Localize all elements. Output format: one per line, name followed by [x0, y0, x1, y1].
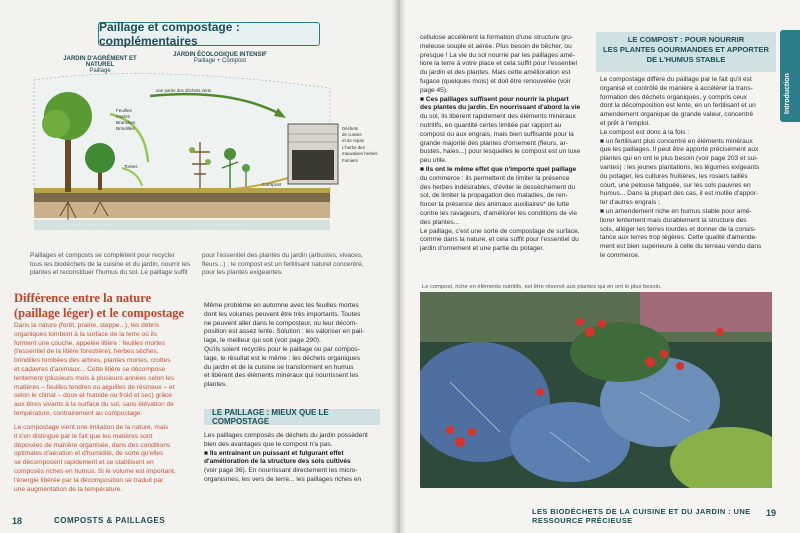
subsoil-layer [34, 202, 330, 218]
running-head-left: COMPOSTS & PAILLAGES [54, 516, 166, 525]
ground-label-left: PLANTES PEU EXIGEANTES [50, 223, 113, 228]
bush-canopy [85, 143, 115, 173]
bin-label-4: L'herbe des [342, 145, 365, 150]
heading-line-1: Différence entre la nature [14, 291, 152, 305]
text-line: du potager, les cultures fruitières, les rosiers taillés [600, 172, 748, 180]
label-mortes: mortes [116, 114, 131, 119]
text-line: Le compostage vient une imitation de la nature, mais [14, 424, 169, 431]
compost-heading-line: LES PLANTES GOURMANDES ET APPORTER [603, 45, 769, 54]
label-tontes: Tontes [124, 164, 138, 169]
text-line: compost ou aux engrais, mais bien suffisante pour la [420, 130, 574, 138]
text-line: sol, de limiter la propagation des maladies, de ren- [420, 192, 568, 200]
running-head-right: LES BIODÉCHETS DE LA CUISINE ET DU JARDIN : UNE RESSOURCE PRÉCIEUSE [532, 507, 751, 525]
text-line: que les paillages. Il peut être apporté précisément aux [600, 146, 759, 154]
bin-label-3: et de repas [342, 138, 364, 143]
soil-layer [34, 192, 330, 202]
text-line: liore la terre à votre place et cela suffit pour l'essentiel [420, 60, 577, 68]
mulch-layer [34, 188, 330, 193]
text-line: déposées de manière organisée, dans des conditions [14, 441, 171, 449]
text-line: organisé et contrôlé de manière à accélérer la trans- [600, 84, 753, 92]
text-line: ■ un fertilisant plus concentré en éléments minéraux [600, 137, 753, 145]
book-gutter [392, 0, 406, 533]
text-line: tance aux terres trop légères. Cette qualité d'amende- [600, 234, 758, 242]
text-line: sols, alléger les terres lourdes et donner de la consis- [600, 225, 757, 233]
nature-paragraph [14, 322, 194, 419]
col-right-sub: Paillage + Compost [193, 58, 247, 64]
text-line: meleuse souple et aérée. Plus besoin de bêcher, ou [420, 42, 572, 50]
text-line: il s'en distingue par le fait que les matières sont [14, 432, 153, 440]
text-line: Dans la nature (forêt, prairie, steppe...), les débris [14, 322, 160, 329]
text-line: Même problème en automne avec les feuilles mortes [204, 302, 359, 309]
text-line: comme dans la nature, et cela suffit pour l'essentiel du [420, 236, 579, 244]
text-line: du commerce : ils permettent de limiter la présence [420, 174, 570, 182]
text-line: d'amélioration de la structure des sols cultivés [204, 458, 351, 466]
text-line: le commerce. [600, 251, 640, 259]
text-line: lentement (plusieurs mois à plusieurs années selon les [14, 374, 175, 382]
text-line: liorer lentement mais durablement la structure des [600, 216, 747, 224]
small-plant-leaves [242, 164, 250, 172]
text-line: se décomposent rapidement et se stabilisent en [14, 459, 154, 467]
compost-heading-line: LE COMPOST : POUR NOURRIR [627, 35, 745, 44]
text-line: ■ un amendement riche en humus stable pour amé- [600, 207, 752, 215]
text-line: fugace (quelques mois) et doit être renouvelée (voir [420, 77, 571, 85]
text-line: et cadavres d'animaux... Cette litière se décompose [14, 365, 166, 373]
caption-line: tous les biodéchets de la cuisine et du jardin, nourrir les [30, 260, 191, 268]
text-line: tage, le résultat est le même : les déchets organiques [204, 354, 361, 362]
paillage-banner: LE PAILLAGE : MIEUX QUE LE COMPOSTAGE [204, 409, 380, 425]
text-line: du jardin et de la cuisine se transforment en humus [204, 363, 354, 371]
page-number-right: 19 [766, 508, 777, 518]
text-line: page 45). [420, 86, 448, 94]
text-line: contre les ravageurs, d'améliorer les conditions de vie [420, 209, 578, 217]
text-line: plantes. [204, 381, 228, 389]
ground-label-band [34, 220, 330, 230]
compost-heading-box [596, 32, 776, 72]
photo-pink-area [640, 292, 772, 332]
section-tab[interactable] [780, 30, 800, 122]
tree-trunk [65, 132, 71, 192]
text-line: vantes) : les jeunes plantations, les légumes exigeants [600, 163, 760, 171]
text-line: nutritifs, en quantité certes limitée par rapport au [420, 121, 562, 129]
label-feuilles: Feuilles [116, 108, 132, 113]
text-line: et libèrent des éléments minéraux qui nourrissent les [204, 372, 359, 380]
text-line: plantes qui en ont le plus besoin (voir page 203 et sui- [600, 155, 758, 163]
text-line: (voir page 36). En nourrissant directement les micro- [204, 467, 358, 475]
text-line: organismes, les vers de terre... les paillages riches en [204, 475, 362, 483]
box-title: Paillage et compostage : complémentaires [98, 22, 320, 46]
text-line: forcer la présence des animaux auxiliaires* de lutte [420, 201, 570, 209]
label-arrow: une partie des déchets verts [156, 88, 212, 93]
text-line: matières – feuilles tendres ou aiguilles de résineux – et [14, 383, 175, 391]
page-number-left: 18 [12, 516, 23, 526]
text-line: cellulose accélèrent la formation d'une structure gru- [420, 34, 573, 41]
text-line: forment une couche, appelée litière : feuilles mortes [14, 339, 166, 347]
leaf-1 [189, 147, 195, 153]
caption-line: Paillages et composts se complètent pour recycler [30, 252, 175, 259]
caption-line: fleurs...) ; le compost est un fertilisant naturel concentré, [202, 260, 364, 268]
foliage-dark [570, 322, 670, 382]
text-line: température, contrairement au compostage. [14, 409, 143, 417]
diagram-caption-right [202, 252, 382, 278]
label-compost: Compost [262, 183, 282, 188]
section-heading [14, 291, 194, 321]
text-line: position est assez lente. Solution : les valoriser en pail- [204, 328, 365, 336]
garden-photo [420, 292, 772, 488]
text-line: bien des avantages que le compost n'a pas. [204, 440, 333, 448]
heading-line-2: (paillage léger) et le compostage [14, 306, 185, 320]
diagram-caption-left [30, 252, 192, 278]
text-line: ■ Ils entraînent un puissant et fulgurant effet [204, 449, 344, 457]
section-tab-label: Introduction [784, 73, 791, 114]
text-line: optimales d'aération et d'humidité, de sorte qu'elles [14, 450, 164, 458]
bin-label-1: Déchets [342, 126, 359, 131]
text-line: humus... Dans la plupart des cas, il est inutile d'appor- [600, 190, 759, 198]
col-left-sub: Paillage [89, 68, 111, 74]
left-page [0, 0, 398, 533]
text-line: ment est bien supérieure à celle du terreau vendu dans [600, 243, 762, 251]
bin-label-6: Fumiers [342, 158, 358, 163]
text-line: aux êtres vivants à la surface du sol, sans élévation de [14, 401, 174, 409]
leaf-2 [205, 159, 211, 165]
text-line: et prêt à l'emploi. [600, 119, 651, 127]
text-line: lage, le meilleur qui soit (voir page 290). [204, 337, 321, 345]
text-line: presque ! La vie du sol nourrie par les paillages amé- [420, 51, 576, 59]
bin-label-2: de cuisine [342, 132, 362, 137]
text-line: organiques tombent à la surface de la terre où ils [14, 330, 157, 338]
text-line: l'énergie libérée par la décomposition se traduit par [14, 476, 164, 484]
text-line: dont les volumes peuvent être très importants. Toutes [204, 310, 361, 318]
paillage-compost-diagram [30, 52, 378, 234]
right-column-1 [420, 34, 590, 254]
compost-heading-line: DE L'HUMUS STABLE [646, 55, 726, 64]
tree-canopy-2 [42, 110, 70, 138]
text-line: court, une pelouse fatiguée, sur les sols pauvres en [600, 181, 751, 189]
text-line: (l'essentiel de la litière forestière), herbes sèches, [14, 348, 159, 356]
col-right-title: JARDIN ÉCOLOGIQUE INTENSIF [173, 52, 267, 58]
caption-line: plantes et reconstituer l'humus du sol. Le paillage suffit [30, 269, 188, 276]
text-line: ne peuvent aller dans le composteur, ou leur décom- [204, 319, 358, 327]
text-line: des plantes du jardin. En nourrissant d'abord la vie [420, 104, 581, 112]
text-line: Le compost est donc à la fois : [600, 128, 690, 136]
text-line: ■ Ces paillages suffisent pour nourrir la plupart [420, 95, 569, 103]
text-line: une augmentation de la température. [14, 485, 123, 493]
text-line: du jardin et des plantes. Mais cette amélioration est [420, 69, 571, 77]
text-line: du sol, ils libèrent rapidement des éléments minéraux [420, 113, 576, 121]
text-line: ■ Ils ont le même effet que n'importe quel paillage [420, 165, 577, 173]
text-line: brindilles tombées des arbres, plantes mortes, crottes [14, 357, 171, 365]
label-brindilles: Brindilles [116, 126, 135, 131]
compost-content [292, 150, 334, 180]
text-line: Le compostage diffère du paillage par le fait qu'il est [600, 76, 752, 83]
paillage-paragraph [204, 432, 384, 485]
text-line: composés riches en humus. Si le volume est important, [14, 467, 176, 475]
text-line: peu utile. [420, 157, 447, 165]
autumn-paragraph [204, 302, 384, 390]
text-line: formation des déchets organiques, y compris ceux [600, 93, 747, 101]
compostage-paragraph [14, 424, 194, 494]
text-line: Les paillages composés de déchets du jardin possèdent [204, 432, 368, 439]
text-line: grande majorité des plantes d'ornement (fleurs, ar- [420, 139, 568, 147]
bin-label-5: mauvaises herbes [342, 151, 378, 156]
text-line: des herbes indésirables, d'éviter le dessèchement du [420, 183, 576, 191]
text-line: bustes, haies...) pour lesquelles le compost est un luxe [420, 148, 581, 156]
text-line: Qu'ils soient recyclés pour le paillage ou par compos- [204, 345, 360, 353]
text-line: jardin d'ornement et une partie du potager. [420, 245, 545, 253]
text-line: dont la décomposition est lente, en un fertilisant et un [600, 102, 756, 110]
text-line: Le paillage, c'est une sorte de compostage de surface, [420, 227, 580, 235]
caption-line: pour l'essentiel des plantes du jardin (arbustes, vivaces, [202, 252, 363, 259]
vegetable-leaves [224, 148, 236, 160]
text-line: ter d'autres engrais ; [600, 199, 660, 207]
photo-caption: Le compost, riche en éléments nutritifs, est être réservé aux plantes qui en ont le plus besoin. [422, 284, 662, 290]
text-line: amendement organique de grande valeur, concentré [600, 111, 754, 119]
text-line: selon le climat – doux et humide ou froid et sec) grâce [14, 392, 172, 400]
right-column-2 [600, 76, 774, 261]
text-line: des plantes... [420, 218, 460, 226]
caption-line: pour les plantes exigeantes. [202, 269, 283, 276]
ground-label-right: PLANTES GOURMANDES [190, 223, 246, 228]
col-left-title: JARDIN D'AGRÉMENT ET NATUREL [63, 56, 137, 68]
label-branches: Branches [116, 120, 136, 125]
